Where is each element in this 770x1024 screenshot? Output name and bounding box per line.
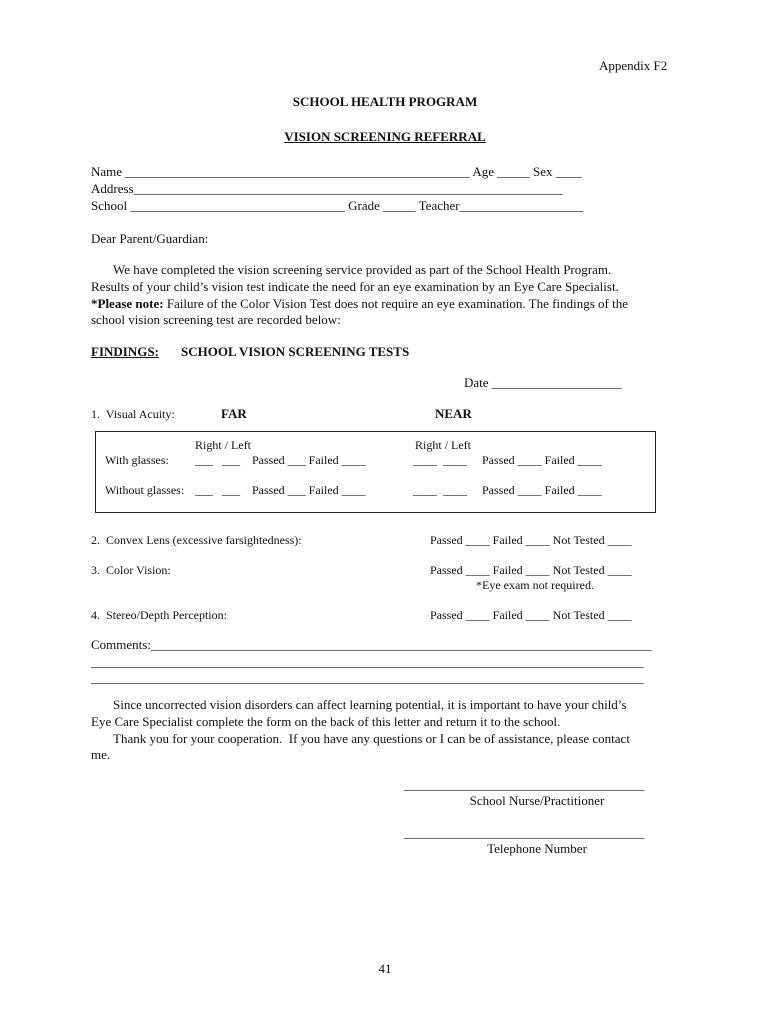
color-vision-note: *Eye exam not required.: [476, 578, 594, 592]
school-grade-teacher-field[interactable]: School _________________________________ Grade _____ Teacher___________________: [91, 198, 584, 213]
test-result-convex-lens[interactable]: Passed ____ Failed ____ Not Tested ____: [430, 533, 632, 547]
telephone-caption: Telephone Number: [487, 841, 587, 856]
near-heading: NEAR: [435, 406, 472, 421]
with-glasses-far-results[interactable]: ___ ___ Passed ___ Failed ____: [195, 453, 366, 467]
note-line-2: school vision screening test are recorded below:: [91, 312, 341, 327]
page-subtitle: VISION SCREENING REFERRAL: [284, 129, 486, 144]
test-label-stereo-depth: 4. Stereo/Depth Perception:: [91, 608, 227, 622]
with-glasses-near-results[interactable]: ____ ____ Passed ____ Failed ____: [413, 453, 602, 467]
test-label-color-vision: 3. Color Vision:: [91, 563, 171, 577]
without-glasses-far-results[interactable]: ___ ___ Passed ___ Failed ____: [195, 483, 366, 497]
address-field[interactable]: Address__________________________________________________________________: [91, 181, 563, 196]
comments-line-3[interactable]: _____________________________________________________________________________________: [91, 670, 644, 685]
findings-title: SCHOOL VISION SCREENING TESTS: [181, 344, 410, 359]
far-right-left-header: Right / Left: [195, 438, 251, 452]
test-result-color-vision[interactable]: Passed ____ Failed ____ Not Tested ____: [430, 563, 632, 577]
closing-line-4: me.: [91, 747, 111, 762]
with-glasses-label: With glasses:: [105, 453, 169, 467]
date-field[interactable]: Date ____________________: [464, 375, 622, 390]
far-heading: FAR: [221, 406, 247, 421]
page-title: SCHOOL HEALTH PROGRAM: [292, 94, 478, 109]
appendix-label: Appendix F2: [599, 58, 668, 73]
note-line: [91, 296, 628, 312]
note-label: *Please note:: [91, 296, 164, 311]
visual-acuity-label: 1. Visual Acuity:: [91, 407, 175, 421]
closing-line-2: Eye Care Specialist complete the form on the back of this letter and return it to the school.: [91, 714, 561, 729]
name-age-sex-field[interactable]: Name _____________________________________________________ Age _____ Sex ____: [91, 164, 582, 179]
closing-line-1: Since uncorrected vision disorders can affect learning potential, it is important to have your child’s: [113, 697, 627, 712]
intro-line-2: Results of your child’s vision test indicate the need for an eye examination by an Eye Care Specialist.: [91, 279, 619, 294]
test-result-stereo-depth[interactable]: Passed ____ Failed ____ Not Tested ____: [430, 608, 632, 622]
closing-line-3: Thank you for your cooperation. If you have any questions or I can be of assistance, please contact: [113, 731, 630, 746]
nurse-signature-line[interactable]: _____________________________________: [404, 777, 645, 792]
findings-label: FINDINGS:: [91, 344, 159, 359]
near-right-left-header: Right / Left: [415, 438, 471, 452]
without-glasses-label: Without glasses:: [105, 483, 185, 497]
comments-line-1[interactable]: Comments:_____________________________________________________________________________: [91, 637, 652, 652]
page-number: 41: [378, 961, 392, 976]
intro-line-1: We have completed the vision screening service provided as part of the School Health Program.: [113, 262, 612, 277]
salutation: Dear Parent/Guardian:: [91, 231, 209, 246]
telephone-line[interactable]: _____________________________________: [404, 825, 645, 840]
nurse-signature-caption: School Nurse/Practitioner: [469, 793, 605, 808]
test-label-convex-lens: 2. Convex Lens (excessive farsightedness):: [91, 533, 302, 547]
without-glasses-near-results[interactable]: ____ ____ Passed ____ Failed ____: [413, 483, 602, 497]
visual-acuity-box: [95, 431, 656, 513]
comments-line-2[interactable]: _____________________________________________________________________________________: [91, 654, 644, 669]
note-text: Failure of the Color Vision Test does not require an eye examination. The findings of the: [163, 296, 628, 311]
